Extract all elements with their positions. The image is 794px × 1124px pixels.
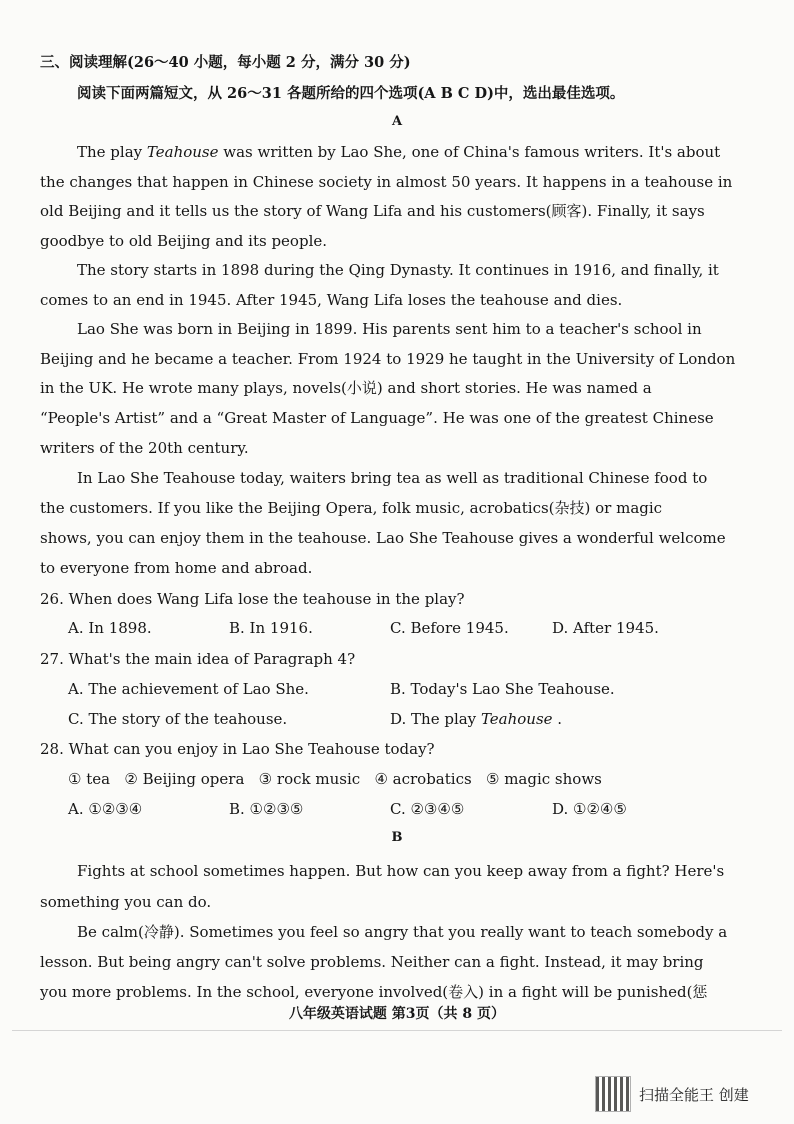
passage-a-line: The story starts in 1898 during the Qing Dynasty. It continues in 1916, and finally, it: [77, 261, 719, 279]
page-footer: 八年级英语试题 第3页（共 8 页）: [288, 1006, 506, 1022]
answer-option[interactable]: D. After 1945.: [552, 619, 659, 637]
passage-a-line: goodbye to old Beijing and its people.: [40, 232, 328, 250]
passage-a-line: “People's Artist” and a “Great Master of Language”. He was one of the greatest Chinese: [40, 409, 714, 427]
passage-a-line: Beijing and he became a teacher. From 1924 to 1929 he taught in the University of London: [40, 350, 736, 368]
passage-a-label: A: [391, 114, 403, 129]
answer-option[interactable]: B. Today's Lao She Teahouse.: [390, 680, 615, 698]
answer-option[interactable]: A. The achievement of Lao She.: [68, 680, 309, 698]
passage-a-line: in the UK. He wrote many plays, novels(小说) and short stories. He was named a: [40, 379, 652, 397]
passage-a-line: old Beijing and it tells us the story of Wang Lifa and his customers(顾客). Finally, it says: [40, 202, 705, 220]
passage-a-line: the customers. If you like the Beijing Opera, folk music, acrobatics(杂技) or magic: [40, 499, 663, 517]
question-stem: 27. What's the main idea of Paragraph 4?: [40, 650, 356, 668]
answer-option[interactable]: B. ①②③⑤: [229, 800, 304, 818]
scanner-label: 扫描全能王 创建: [639, 1085, 749, 1104]
question-items: ① tea ② Beijing opera ③ rock music ④ acrobatics ⑤ magic shows: [68, 770, 602, 788]
answer-option[interactable]: A. ①②③④: [68, 800, 143, 818]
section-heading: 三、阅读理解(26～40 小题，每小题 2 分，满分 30 分): [40, 54, 411, 71]
passage-b-line: Be calm(冷静). Sometimes you feel so angry that you really want to teach somebody a: [77, 923, 728, 941]
answer-option[interactable]: D. The play Teahouse .: [390, 710, 563, 728]
scanner-watermark: [595, 1076, 749, 1112]
passage-a-line: comes to an end in 1945. After 1945, Wang Lifa loses the teahouse and dies.: [40, 291, 623, 309]
passage-a-line: the changes that happen in Chinese society in almost 50 years. It happens in a teahouse in: [40, 173, 733, 191]
footer-divider: [12, 1030, 782, 1031]
answer-option[interactable]: B. In 1916.: [229, 619, 313, 637]
passage-b-line: something you can do.: [40, 893, 212, 911]
question-stem: 28. What can you enjoy in Lao She Teahouse today?: [40, 740, 435, 758]
passage-b-line: Fights at school sometimes happen. But how can you keep away from a fight? Here's: [77, 862, 725, 880]
passage-b-label: B: [391, 830, 403, 845]
passage-a-line: writers of the 20th century.: [40, 439, 249, 457]
answer-option[interactable]: A. In 1898.: [68, 619, 152, 637]
passage-a-line: The play Teahouse was written by Lao She, one of China's famous writers. It's about: [77, 143, 721, 161]
passage-a-line: Lao She was born in Beijing in 1899. His parents sent him to a teacher's school in: [77, 320, 702, 338]
passage-b-line: you more problems. In the school, everyone involved(卷入) in a fight will be punished(惩: [40, 983, 708, 1001]
passage-a-line: shows, you can enjoy them in the teahouse. Lao She Teahouse gives a wonderful welcome: [40, 529, 726, 547]
answer-option[interactable]: C. ②③④⑤: [390, 800, 465, 818]
answer-option[interactable]: C. Before 1945.: [390, 619, 509, 637]
passage-a-line: In Lao She Teahouse today, waiters bring tea as well as traditional Chinese food to: [77, 469, 708, 487]
answer-option[interactable]: C. The story of the teahouse.: [68, 710, 288, 728]
answer-option[interactable]: D. ①②④⑤: [552, 800, 627, 818]
passage-b-line: lesson. But being angry can't solve problems. Neither can a fight. Instead, it may bring: [40, 953, 704, 971]
qr-code-icon: [595, 1076, 631, 1112]
passage-a-line: to everyone from home and abroad.: [40, 559, 313, 577]
section-instruction: 阅读下面两篇短文，从 26～31 各题所给的四个选项(A B C D)中，选出最佳选项。: [77, 85, 625, 102]
question-stem: 26. When does Wang Lifa lose the teahouse in the play?: [40, 590, 465, 608]
